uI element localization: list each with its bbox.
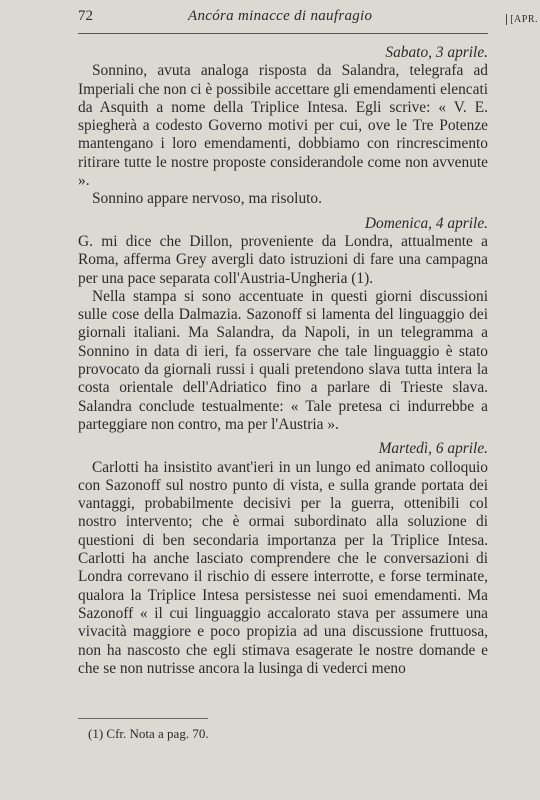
footnote: (1) Cfr. Nota a pag. 70.: [88, 726, 209, 741]
diary-entry: [78, 440, 488, 678]
page-body: [78, 44, 488, 678]
paragraph: Sonnino appare nervoso, ma risoluto.: [92, 190, 322, 208]
page-header: [78, 8, 488, 30]
entry-date: Domenica, 4 aprile.: [364, 214, 488, 232]
diary-entry: [78, 215, 488, 435]
footnote-rule: [78, 718, 208, 719]
entry-date: Martedì, 6 aprile.: [378, 440, 488, 458]
paragraph: Nella stampa si sono accentuate in questi giorni discussioni sulle cose della Dalmazia. Sazonoff si lamenta del linguaggio dei giornali italiani. Ma Salandra, da Napoli, in un telegramma a Sonnino in data di ieri, fa osservare che tale linguaggio è stato provocato da giornali russi i quali pretendono slava tutta intera la costa orientale dell'Adriatico fino a parlare di Trieste slava. Salandra conclude testualmente: « Tale pretesa ci indurrebbe a parteggiare non contro, ma per l'Austria ».: [78, 287, 488, 433]
diary-entry: [78, 44, 488, 209]
paragraph: Sonnino, avuta analoga risposta da Salandra, telegrafa ad Imperiali che non ci è possibile accettare gli emendamenti elencati da Asquith a nome della Triplice Intesa. Egli scrive: « V. E. spiegherà a codesto Governo motivi per cui, ove le Tre Potenze mantengano i loro emendamenti, dobbiamo con rincrescimento ritirare tutte le nostre proposte considerandole come non avvenute ».: [78, 62, 488, 190]
header-rule: [78, 33, 488, 34]
paragraph: G. mi dice che Dillon, proveniente da Londra, attualmente a Roma, afferma Grey avergli dato istruzioni di fare una campagna per una pace separata coll'Austria-Ungheria (1).: [78, 232, 488, 287]
paragraph: Carlotti ha insistito avant'ieri in un lungo ed animato colloquio con Sazonoff sul nostro punto di vista, e sulla grande portata dei vantaggi, probabilmente decisivi per la guerra, ottenibili col nostro intervento; che è ormai subordinato alla soluzione di questioni di ben secondaria importanza per la Triplice Intesa. Carlotti ha anche lasciato comprendere che le conversazioni di Londra correvano il rischio di essere interrotte, e forse terminate, qualora la Triplice Intesa persistesse nei suoi emendamenti. Ma Sazonoff « il cui linguaggio accalorato stava per assumere una vivacità maggiore e poco propizia ad una discussione fruttuosa, non ha nascosto che egli stimava esagerate le nostre domande e che se non nutrisse ancora la lusinga di vederci meno: [78, 458, 488, 677]
side-tab: [APR.: [506, 14, 538, 25]
page-number: 72: [78, 8, 93, 24]
entry-date: Sabato, 3 aprile.: [385, 44, 488, 61]
running-title: Ancóra minacce di naufragio: [188, 8, 373, 24]
